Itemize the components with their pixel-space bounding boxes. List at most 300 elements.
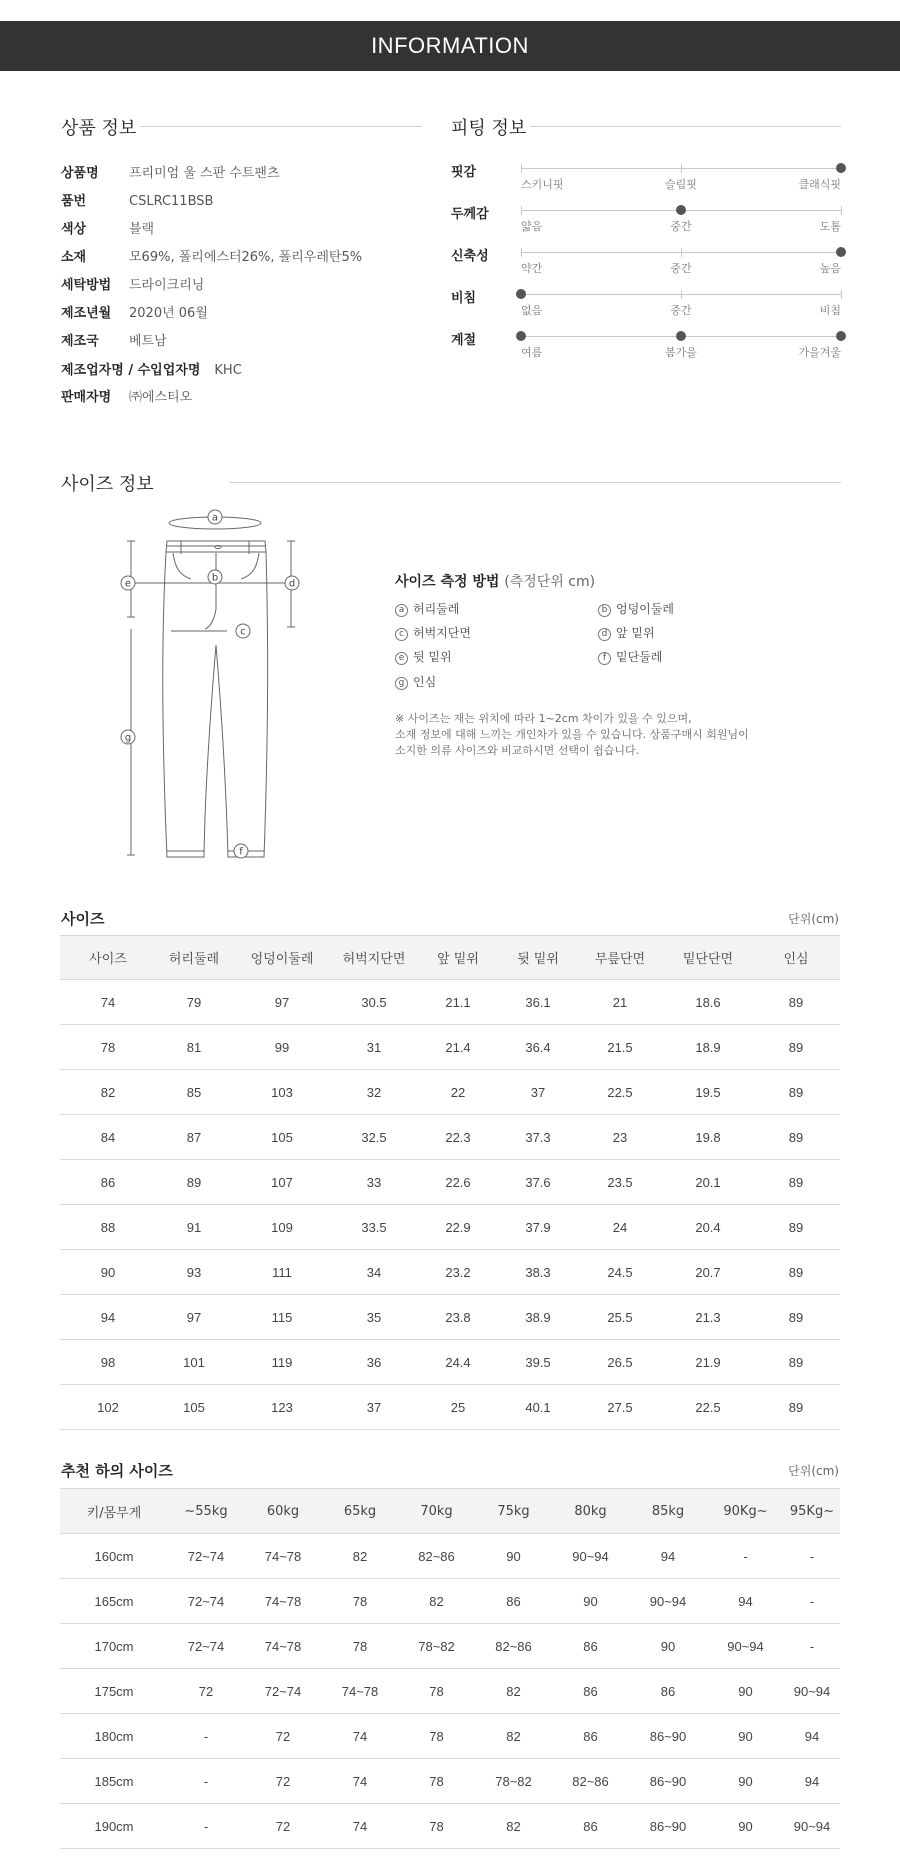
table-cell: 82 — [398, 1579, 475, 1624]
table-cell: 90 — [707, 1804, 784, 1849]
table-header-cell: 70kg — [398, 1489, 475, 1534]
table-cell: 21.5 — [576, 1025, 664, 1070]
table-cell: 32.5 — [332, 1115, 416, 1160]
table-cell: 89 — [752, 1025, 840, 1070]
measure-label: 허리둘레 — [413, 602, 460, 616]
fitting-option: 가을겨울 — [798, 346, 841, 359]
table-cell: 91 — [156, 1205, 232, 1250]
table-cell: 32 — [332, 1070, 416, 1115]
table-row — [60, 1714, 840, 1759]
table-cell: 90~94 — [629, 1579, 707, 1624]
table-cell: 25.5 — [576, 1295, 664, 1340]
table-cell: 24.5 — [576, 1250, 664, 1295]
table-cell: 74 — [322, 1759, 398, 1804]
table-cell: 38.9 — [500, 1295, 576, 1340]
table-cell: 36 — [332, 1340, 416, 1385]
fitting-label: 두께감 — [451, 207, 489, 222]
table-cell: 23 — [576, 1115, 664, 1160]
fitting-scale — [521, 168, 841, 169]
product-info-row — [61, 274, 204, 293]
measure-mark: c — [395, 628, 408, 641]
fitting-option: 슬림핏 — [665, 178, 697, 191]
page-title: INFORMATION — [371, 33, 529, 58]
product-info-title: 상품 정보 — [61, 118, 137, 139]
table-cell: 111 — [232, 1250, 332, 1295]
measure-mark: a — [395, 604, 408, 617]
product-info-value: 모69%, 폴리에스터26%, 폴리우레탄5% — [129, 250, 363, 265]
fitting-option: 약간 — [521, 262, 543, 275]
table-cell: 90~94 — [707, 1624, 784, 1669]
measure-label: 앞 밑위 — [616, 626, 655, 640]
table-cell: 89 — [752, 1295, 840, 1340]
table-header-cell: 85kg — [629, 1489, 707, 1534]
table-cell: 160cm — [60, 1534, 168, 1579]
table-cell: 82 — [322, 1534, 398, 1579]
fitting-option: 없음 — [521, 304, 543, 317]
table-cell: 94 — [629, 1534, 707, 1579]
table-cell: 74~78 — [244, 1579, 322, 1624]
table-cell: 79 — [156, 980, 232, 1025]
note-line: 소재 정보에 대해 느끼는 개인차가 있을 수 있습니다. 상품구매시 회원님이 — [395, 728, 749, 741]
table-cell: 78 — [398, 1669, 475, 1714]
table-cell: 21 — [576, 980, 664, 1025]
table-header-cell: 밑단단면 — [664, 936, 752, 980]
fitting-label: 신축성 — [451, 249, 489, 264]
size-info-title: 사이즈 정보 — [61, 474, 154, 495]
fitting-option: 스키니핏 — [521, 178, 564, 191]
table-cell: 74~78 — [322, 1669, 398, 1714]
measure-item — [395, 600, 459, 617]
table-cell: 86 — [552, 1714, 629, 1759]
fitting-info-title: 피팅 정보 — [451, 118, 527, 139]
table-row — [60, 1340, 840, 1385]
mark-b: b — [211, 572, 219, 584]
table-cell: 78 — [398, 1759, 475, 1804]
fitting-option: 여름 — [521, 346, 543, 359]
product-info-value: 드라이크리닝 — [129, 278, 205, 293]
table-cell: 185cm — [60, 1759, 168, 1804]
table-cell: 78 — [60, 1025, 156, 1070]
mark-c: c — [240, 626, 246, 638]
fitting-tick — [521, 248, 522, 257]
measure-label: 엉덩이둘레 — [616, 602, 674, 616]
table-header-cell: 65kg — [322, 1489, 398, 1534]
product-info-key: 세탁방법 — [61, 278, 112, 293]
table-cell: 88 — [60, 1205, 156, 1250]
measure-label: 허벅지단면 — [413, 626, 471, 640]
table-cell: 82~86 — [398, 1534, 475, 1579]
table-cell: - — [168, 1759, 244, 1804]
table-cell: 82 — [475, 1804, 552, 1849]
table-cell: 34 — [332, 1250, 416, 1295]
table-row — [60, 1070, 840, 1115]
measure-title — [395, 571, 595, 591]
table-header-cell: 무릎단면 — [576, 936, 664, 980]
table-header-cell: 앞 밑위 — [416, 936, 500, 980]
fitting-option: 높음 — [819, 262, 841, 275]
table-cell: 94 — [707, 1579, 784, 1624]
table-cell: 84 — [60, 1115, 156, 1160]
table-header-cell: 사이즈 — [60, 936, 156, 980]
table-cell: 22.6 — [416, 1160, 500, 1205]
table-cell: 123 — [232, 1385, 332, 1430]
product-info-key: 제조업자명 / 수입업자명 — [61, 363, 201, 378]
table-row — [60, 1669, 840, 1714]
table-header-cell: 인심 — [752, 936, 840, 980]
table-cell: 37.6 — [500, 1160, 576, 1205]
table-cell: 82~86 — [475, 1624, 552, 1669]
table-cell: 86 — [552, 1669, 629, 1714]
table-cell: 18.6 — [664, 980, 752, 1025]
table-cell: 36.1 — [500, 980, 576, 1025]
fitting-tick — [521, 164, 522, 173]
product-info-row — [61, 162, 280, 181]
rec-table — [60, 1488, 840, 1849]
table-cell: 90~94 — [784, 1669, 840, 1714]
product-info-row — [61, 190, 213, 209]
table-cell: 86 — [60, 1160, 156, 1205]
measure-label: 밑단둘레 — [616, 650, 663, 664]
table-cell: 37.3 — [500, 1115, 576, 1160]
table-cell: 101 — [156, 1340, 232, 1385]
table-cell: 89 — [752, 1340, 840, 1385]
table-cell: 86 — [552, 1804, 629, 1849]
product-info-row — [61, 330, 167, 349]
product-info-row — [61, 218, 154, 237]
table-cell: 20.1 — [664, 1160, 752, 1205]
table-cell: 103 — [232, 1070, 332, 1115]
table-row — [60, 1115, 840, 1160]
table-cell: 93 — [156, 1250, 232, 1295]
table-cell: 102 — [60, 1385, 156, 1430]
table-header-cell: 허리둘레 — [156, 936, 232, 980]
table-cell: 109 — [232, 1205, 332, 1250]
pants-diagram — [115, 505, 315, 862]
table-cell: 89 — [752, 1250, 840, 1295]
table-cell: 78 — [322, 1579, 398, 1624]
table-cell: 78~82 — [475, 1759, 552, 1804]
table-cell: 94 — [784, 1759, 840, 1804]
fitting-option: 도톰 — [819, 220, 841, 233]
table-cell: 24 — [576, 1205, 664, 1250]
table-cell: 38.3 — [500, 1250, 576, 1295]
table-cell: 90 — [475, 1534, 552, 1579]
mark-f: f — [239, 846, 243, 858]
table-cell: 39.5 — [500, 1340, 576, 1385]
table-cell: 25 — [416, 1385, 500, 1430]
table-cell: 115 — [232, 1295, 332, 1340]
measure-item — [395, 624, 471, 641]
product-info-row — [61, 302, 208, 321]
measure-mark: d — [598, 628, 611, 641]
table-cell: 21.9 — [664, 1340, 752, 1385]
product-info-value: 프리미엄 울 스판 수트팬츠 — [129, 166, 280, 181]
table-cell: 78~82 — [398, 1624, 475, 1669]
table-cell: 89 — [752, 980, 840, 1025]
fitting-tick — [521, 206, 522, 215]
table-cell: 33.5 — [332, 1205, 416, 1250]
table-cell: 72 — [168, 1669, 244, 1714]
table-row — [60, 1385, 840, 1430]
product-info-value: 2020년 06월 — [129, 306, 208, 321]
table-cell: 72 — [244, 1714, 322, 1759]
table-row — [60, 1025, 840, 1070]
table-cell: 78 — [322, 1624, 398, 1669]
table-header-cell: 60kg — [244, 1489, 322, 1534]
fitting-option: 얇음 — [521, 220, 543, 233]
table-cell: 22.9 — [416, 1205, 500, 1250]
table-cell: 90 — [707, 1669, 784, 1714]
table-header-cell: 뒷 밑위 — [500, 936, 576, 980]
fitting-selected-dot — [836, 163, 846, 173]
table-cell: 22.5 — [664, 1385, 752, 1430]
table-cell: 74~78 — [244, 1624, 322, 1669]
table-cell: 87 — [156, 1115, 232, 1160]
table-cell: 190cm — [60, 1804, 168, 1849]
table-cell: 170cm — [60, 1624, 168, 1669]
table-cell: 105 — [232, 1115, 332, 1160]
table-cell: 107 — [232, 1160, 332, 1205]
measure-item — [395, 648, 452, 665]
fitting-selected-dot — [676, 205, 686, 215]
fitting-label: 비침 — [451, 291, 477, 306]
table-header-cell: 키/몸무게 — [60, 1489, 168, 1534]
table-cell: 35 — [332, 1295, 416, 1340]
product-info-row — [61, 246, 362, 265]
table-cell: 30.5 — [332, 980, 416, 1025]
table-cell: 78 — [398, 1804, 475, 1849]
fitting-option: 중간 — [670, 304, 692, 317]
table-cell: 98 — [60, 1340, 156, 1385]
table-cell: 90 — [707, 1759, 784, 1804]
table-cell: - — [784, 1579, 840, 1624]
fitting-label: 계절 — [451, 333, 477, 348]
table-cell: 86~90 — [629, 1804, 707, 1849]
product-info-value: ㈜에스티오 — [129, 390, 193, 405]
table-cell: 90 — [552, 1579, 629, 1624]
fitting-selected-dot — [836, 331, 846, 341]
fitting-option: 중간 — [670, 262, 692, 275]
table-cell: 21.3 — [664, 1295, 752, 1340]
table-cell: 94 — [784, 1714, 840, 1759]
size-note — [395, 711, 749, 759]
product-info-value: 베트남 — [129, 334, 167, 349]
product-info-divider — [140, 126, 422, 127]
table-cell: 89 — [752, 1160, 840, 1205]
table-cell: 72~74 — [244, 1669, 322, 1714]
measure-item — [598, 648, 662, 665]
table-row — [60, 1804, 840, 1849]
measure-mark: f — [598, 652, 611, 665]
measure-label: 인심 — [413, 675, 437, 689]
product-info-key: 제조년월 — [61, 306, 112, 321]
table-header-row — [60, 936, 840, 980]
table-cell: 90 — [629, 1624, 707, 1669]
table-cell: 97 — [232, 980, 332, 1025]
fitting-tick — [681, 290, 682, 299]
size-table — [60, 935, 840, 1430]
table-cell: 19.5 — [664, 1070, 752, 1115]
table-row — [60, 1205, 840, 1250]
measure-item — [395, 673, 436, 690]
fitting-option: 비침 — [819, 304, 841, 317]
table-header-cell: 90Kg~ — [707, 1489, 784, 1534]
table-cell: 27.5 — [576, 1385, 664, 1430]
table-cell: 72~74 — [168, 1534, 244, 1579]
table-cell: 21.1 — [416, 980, 500, 1025]
product-info-key: 색상 — [61, 222, 87, 237]
table-cell: 23.5 — [576, 1160, 664, 1205]
measure-mark: b — [598, 604, 611, 617]
table-cell: 82 — [475, 1669, 552, 1714]
table-cell: 21.4 — [416, 1025, 500, 1070]
table-cell: 26.5 — [576, 1340, 664, 1385]
table-cell: 89 — [752, 1205, 840, 1250]
fitting-scale — [521, 336, 841, 337]
table-cell: 72 — [244, 1759, 322, 1804]
table-cell: 74 — [60, 980, 156, 1025]
table-cell: 40.1 — [500, 1385, 576, 1430]
mark-g: g — [124, 732, 132, 744]
table-cell: 175cm — [60, 1669, 168, 1714]
table-cell: 90~94 — [784, 1804, 840, 1849]
table-cell: 105 — [156, 1385, 232, 1430]
table-row — [60, 1579, 840, 1624]
table-cell: 72 — [244, 1804, 322, 1849]
table-cell: 99 — [232, 1025, 332, 1070]
table-cell: 85 — [156, 1070, 232, 1115]
measure-label: 뒷 밑위 — [413, 650, 452, 664]
table-cell: 82 — [60, 1070, 156, 1115]
fitting-info-divider — [530, 126, 841, 127]
mark-a: a — [211, 512, 219, 524]
fitting-label: 핏감 — [451, 165, 477, 180]
table-cell: 37 — [500, 1070, 576, 1115]
fitting-selected-dot — [516, 331, 526, 341]
header-bar — [0, 21, 900, 71]
fitting-option: 클래식핏 — [798, 178, 841, 191]
measure-mark: e — [395, 652, 408, 665]
table-cell: 74~78 — [244, 1534, 322, 1579]
table-cell: 74 — [322, 1804, 398, 1849]
table-cell: 20.7 — [664, 1250, 752, 1295]
table-cell: - — [784, 1534, 840, 1579]
table-cell: 37.9 — [500, 1205, 576, 1250]
size-table-title: 사이즈 — [61, 910, 105, 928]
table-cell: 33 — [332, 1160, 416, 1205]
table-header-cell: 엉덩이둘레 — [232, 936, 332, 980]
table-cell: 19.8 — [664, 1115, 752, 1160]
table-cell: - — [707, 1534, 784, 1579]
product-info-key: 상품명 — [61, 166, 99, 181]
table-cell: 81 — [156, 1025, 232, 1070]
product-info-key: 판매자명 — [61, 390, 112, 405]
fitting-option: 봄가을 — [665, 346, 697, 359]
table-cell: 86~90 — [629, 1759, 707, 1804]
table-cell: 23.2 — [416, 1250, 500, 1295]
table-row — [60, 1534, 840, 1579]
product-info-value: 블랙 — [129, 222, 155, 237]
fitting-selected-dot — [516, 289, 526, 299]
table-cell: 89 — [752, 1115, 840, 1160]
fitting-scale — [521, 210, 841, 211]
fitting-scale — [521, 252, 841, 253]
table-cell: 72~74 — [168, 1624, 244, 1669]
measure-item — [598, 624, 655, 641]
table-cell: 22 — [416, 1070, 500, 1115]
table-cell: 89 — [156, 1160, 232, 1205]
rec-table-unit: 단위(cm) — [788, 1464, 839, 1478]
table-header-cell: 80kg — [552, 1489, 629, 1534]
table-cell: 72~74 — [168, 1579, 244, 1624]
measure-mark: g — [395, 677, 408, 690]
table-cell: - — [784, 1624, 840, 1669]
measure-item — [598, 600, 674, 617]
table-cell: 82~86 — [552, 1759, 629, 1804]
table-cell: 90 — [60, 1250, 156, 1295]
table-cell: 180cm — [60, 1714, 168, 1759]
product-info-row — [61, 359, 242, 378]
table-cell: 94 — [60, 1295, 156, 1340]
table-header-cell: 75kg — [475, 1489, 552, 1534]
fitting-tick — [681, 164, 682, 173]
table-cell: 90~94 — [552, 1534, 629, 1579]
size-table-unit: 단위(cm) — [788, 912, 839, 926]
rec-table-title: 추천 하의 사이즈 — [61, 1462, 173, 1480]
fitting-option: 중간 — [670, 220, 692, 233]
table-cell: 82 — [475, 1714, 552, 1759]
table-cell: 86~90 — [629, 1714, 707, 1759]
table-cell: 20.4 — [664, 1205, 752, 1250]
table-cell: 86 — [552, 1624, 629, 1669]
table-cell: 23.8 — [416, 1295, 500, 1340]
table-cell: 119 — [232, 1340, 332, 1385]
measure-unit: (측정단위 cm) — [504, 574, 596, 590]
table-cell: 37 — [332, 1385, 416, 1430]
table-cell: 78 — [398, 1714, 475, 1759]
table-cell: 18.9 — [664, 1025, 752, 1070]
fitting-selected-dot — [836, 247, 846, 257]
table-cell: 31 — [332, 1025, 416, 1070]
table-row — [60, 980, 840, 1025]
product-info-key: 소재 — [61, 250, 87, 265]
table-cell: 74 — [322, 1714, 398, 1759]
mark-d: d — [288, 578, 296, 590]
note-line: ※ 사이즈는 재는 위치에 따라 1~2cm 차이가 있을 수 있으며, — [395, 712, 692, 725]
table-cell: 22.5 — [576, 1070, 664, 1115]
mark-e: e — [124, 578, 132, 590]
table-row — [60, 1160, 840, 1205]
fitting-tick — [841, 290, 842, 299]
product-info-row — [61, 386, 192, 405]
table-row — [60, 1759, 840, 1804]
table-cell: 86 — [629, 1669, 707, 1714]
product-info-value: KHC — [214, 363, 242, 378]
table-header-cell: 허벅지단면 — [332, 936, 416, 980]
fitting-selected-dot — [676, 331, 686, 341]
table-cell: 90 — [707, 1714, 784, 1759]
table-cell: 36.4 — [500, 1025, 576, 1070]
table-cell: - — [168, 1804, 244, 1849]
table-row — [60, 1250, 840, 1295]
table-row — [60, 1624, 840, 1669]
product-info-key: 품번 — [61, 194, 87, 209]
fitting-scale — [521, 294, 841, 295]
note-line: 소지한 의류 사이즈와 비교하시면 선택이 쉽습니다. — [395, 744, 640, 757]
table-cell: 89 — [752, 1070, 840, 1115]
table-cell: 89 — [752, 1385, 840, 1430]
table-header-cell: 95Kg~ — [784, 1489, 840, 1534]
